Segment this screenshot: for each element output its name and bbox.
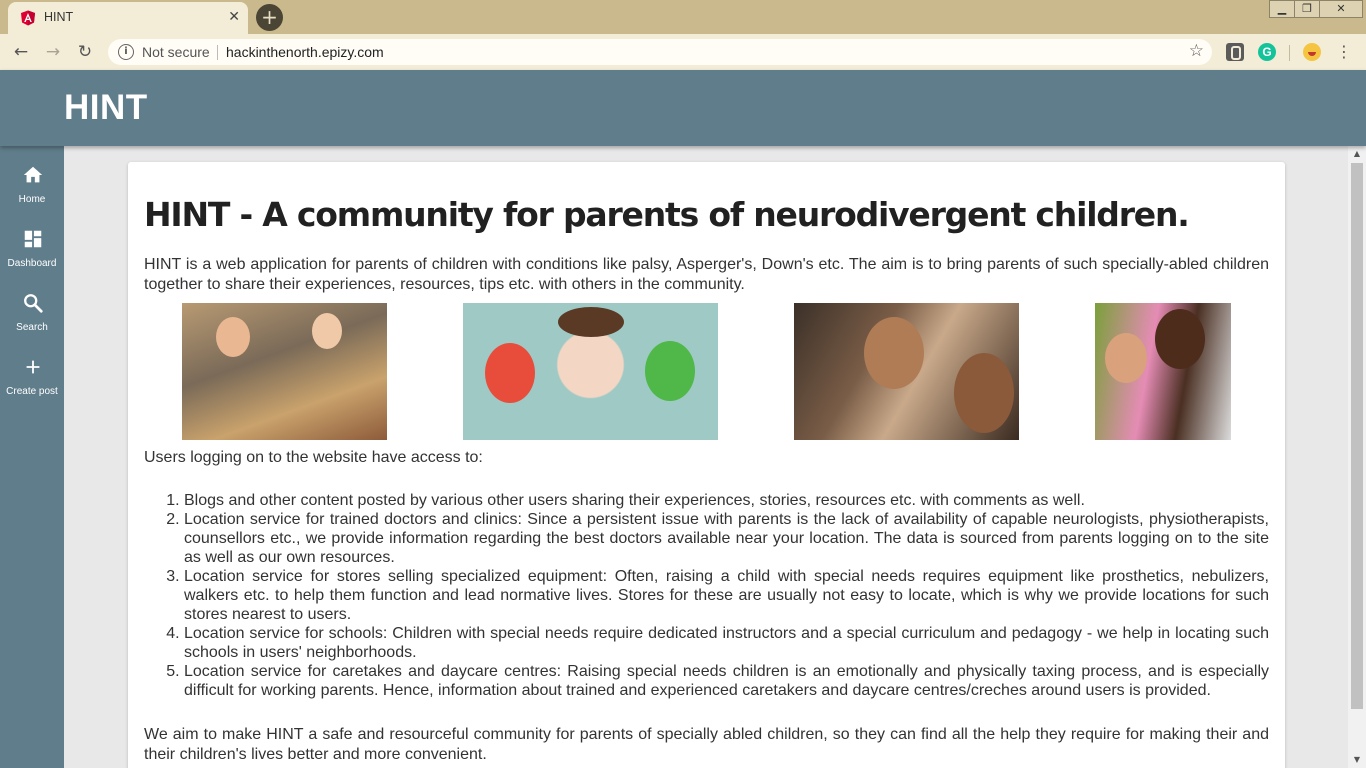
toolbar-divider — [1289, 45, 1290, 61]
tab-close-icon[interactable]: ✕ — [228, 9, 240, 25]
angular-logo-icon — [20, 10, 36, 26]
app-header — [0, 70, 1366, 146]
search-icon — [22, 292, 44, 314]
grammarly-extension-icon[interactable]: G — [1258, 43, 1276, 61]
dashboard-icon — [22, 228, 44, 250]
image-row — [144, 303, 1269, 440]
back-arrow-icon[interactable]: ← — [13, 42, 29, 62]
bookmark-star-icon[interactable]: ☆ — [1188, 41, 1204, 61]
browser-tab-strip — [0, 0, 1366, 34]
browser-menu-icon[interactable]: ⋮ — [1336, 42, 1352, 61]
side-navigation — [0, 146, 64, 768]
nav-label-dashboard: Dashboard — [7, 258, 57, 269]
scrollbar-thumb[interactable] — [1351, 163, 1363, 709]
info-icon[interactable]: i — [118, 44, 134, 60]
feature-item: 4. Location service for schools: Children with special needs require dedicated instructors and a special curriculum and pedagogy - we help in locating such schools in users' neighborhoods. — [184, 624, 1269, 662]
profile-avatar-icon[interactable] — [1303, 43, 1321, 61]
nav-label-create-post: Create post — [6, 386, 58, 397]
window-minimize-button[interactable]: ▁ — [1269, 0, 1295, 18]
tab-title: HINT — [44, 10, 74, 24]
security-label: Not secure — [142, 44, 210, 60]
nav-item-create-post[interactable] — [0, 346, 64, 406]
feature-item: 1. Blogs and other content posted by various other users sharing their experiences, stories, resources etc. with comments as well. — [184, 491, 1269, 510]
feature-item: 2. Location service for trained doctors and clinics: Since a persistent issue with parents is the lack of availability of capable neurologists, physiotherapists, counsellors etc., we provide information regarding the best doctors available near your location. The data is sourced from parents logging on to the site as well as our own resources. — [184, 510, 1269, 567]
child-painted-hands-photo — [463, 303, 718, 440]
boy-hugging-photo — [794, 303, 1019, 440]
reload-icon[interactable]: ↻ — [77, 42, 93, 62]
nav-label-home: Home — [18, 194, 46, 205]
nav-label-search: Search — [16, 322, 48, 333]
scroll-up-arrow-icon[interactable]: ▲ — [1353, 149, 1361, 158]
nav-item-home[interactable] — [0, 154, 64, 214]
content-area — [64, 146, 1348, 768]
feature-list — [144, 491, 1269, 700]
nav-item-dashboard[interactable] — [0, 218, 64, 278]
window-restore-button[interactable]: ❐ — [1294, 0, 1320, 18]
browser-tab[interactable] — [8, 2, 248, 34]
url-text[interactable]: hackinthenorth.epizy.com — [226, 44, 384, 60]
browser-toolbar — [0, 34, 1366, 70]
address-divider — [217, 45, 218, 60]
closing-paragraph: We aim to make HINT a safe and resourceful community for parents of specially abled children, so they can find all the help they require for making their and their children's lives better and more convenient. — [144, 726, 1269, 763]
new-tab-button[interactable]: + — [256, 4, 283, 31]
feature-item: 3. Location service for stores selling specialized equipment: Often, raising a child with special needs requires equipment like prosthetics, nebulizers, walkers etc. to help them function and lead normative lives. Stores for these are usually not easy to locate, which is why we provide locations for such stores nearest to users. — [184, 567, 1269, 624]
feature-item: 5. Location service for caretakes and daycare centres: Raising special needs children is an emotionally and physically taxing process, and is especially difficult for working parents. Hence, information about trained and experienced caretakers and daycare centres/creches around users is provided. — [184, 662, 1269, 700]
forward-arrow-icon[interactable]: → — [45, 42, 61, 62]
home-icon — [22, 164, 44, 186]
child-wheelchair-photo — [182, 303, 387, 440]
window-close-button[interactable]: ✕ — [1319, 0, 1363, 18]
app-title[interactable]: HINT — [64, 88, 148, 127]
extension-shield-icon[interactable] — [1226, 43, 1244, 61]
info-card — [128, 162, 1285, 768]
page-scrollbar[interactable] — [1348, 146, 1366, 768]
page-heading: HINT - A community for parents of neurodivergent children. — [144, 195, 1189, 234]
address-bar[interactable] — [108, 39, 1212, 65]
nav-item-search[interactable] — [0, 282, 64, 342]
scroll-down-arrow-icon[interactable]: ▼ — [1353, 755, 1361, 764]
users-access-text: Users logging on to the website have access to: — [144, 449, 483, 466]
intro-paragraph: HINT is a web application for parents of children with conditions like palsy, Asperger's, Down's etc. The aim is to bring parents of such specially-abled children together to share their experiences, resources, tips etc. with others in the community. — [144, 256, 1269, 293]
plus-icon — [22, 356, 44, 378]
father-and-child-photo — [1095, 303, 1231, 440]
